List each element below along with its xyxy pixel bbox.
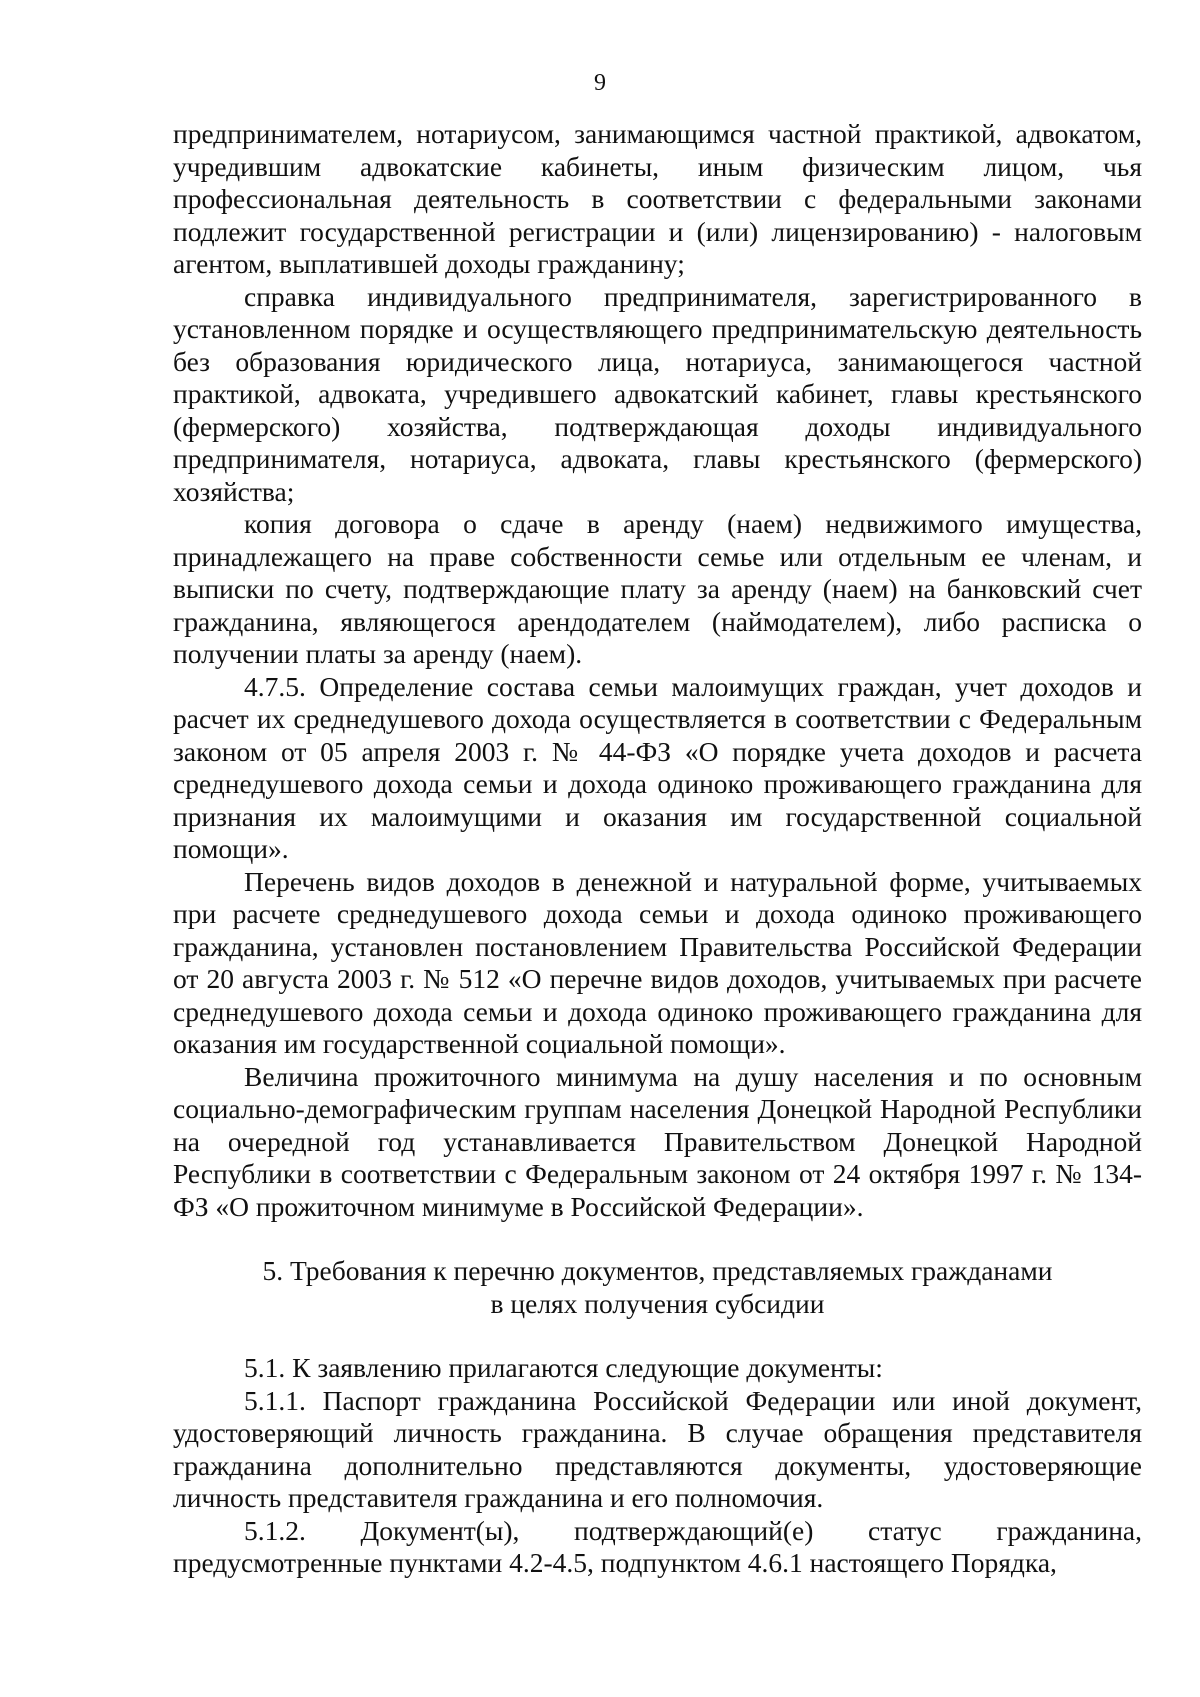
paragraph-p9: 5.1.2. Документ(ы), подтверждающий(е) статус гражданина, предусмотренные пунктами 4.2-4.5, подпунктом 4.6.1 настоящего Порядка, (173, 1514, 1142, 1578)
paragraph-p3: копия договора о сдаче в аренду (наем) недвижимого имущества, принадлежащего на праве собственности семье или отдельным ее членам, и выписки по счету, подтверждающие плату за аренду (наем) на банковский счет гражданина, являющегося арендодателем (наймодателем), либо расписка о получении платы за аренду (наем). (173, 508, 1142, 669)
section-heading-line1: 5. Требования к перечню документов, представляемых гражданами (262, 1255, 1053, 1286)
page-number: 9 (594, 70, 606, 96)
section-heading (173, 1255, 1142, 1320)
paragraph-p4: 4.7.5. Определение состава семьи малоимущих граждан, учет доходов и расчет их среднедушевого дохода осуществляется в соответствии с Федеральным законом от 05 апреля 2003 г. № 44-ФЗ «О порядке учета доходов и расчета среднедушевого дохода семьи и дохода одиноко проживающего гражданина для признания их малоимущими и оказания им государственной социальной помощи». (173, 670, 1142, 864)
document-body (173, 118, 1142, 1580)
section-heading-line2: в целях получения субсидии (490, 1287, 825, 1319)
paragraph-p1: предпринимателем, нотариусом, занимающимся частной практикой, адвокатом, учредившим адвокатские кабинеты, иным физическим лицом, чья профессиональная деятельность в соответствии с федеральными законами подлежит государственной регистрации и (или) лицензированию) - налоговым агентом, выплатившей доходы гражданину; (173, 118, 1142, 279)
paragraph-p8: 5.1.1. Паспорт гражданина Российской Федерации или иной документ, удостоверяющий личность гражданина. В случае обращения представителя гражданина дополнительно представляются документы, удостоверяющие личность представителя гражданина и его полномочия. (173, 1384, 1142, 1513)
paragraph-p2: справка индивидуального предпринимателя, зарегистрированного в установленном порядке и осуществляющего предпринимательскую деятельность без образования юридического лица, нотариуса, занимающегося частной практикой, адвоката, учредившего адвокатский кабинет, главы крестьянского (фермерского) хозяйства, подтверждающая доходы индивидуального предпринимателя, нотариуса, адвоката, главы крестьянского (фермерского) хозяйства; (173, 280, 1142, 507)
paragraph-p6: Величина прожиточного минимума на душу населения и по основным социально-демографическим группам населения Донецкой Народной Республики на очередной год устанавливается Правительством Донецкой Народной Республики в соответствии с Федеральным законом от 24 октября 1997 г. № 134-ФЗ «О прожиточном минимуме в Российской Федерации». (173, 1060, 1142, 1222)
paragraph-p7: 5.1. К заявлению прилагаются следующие документы: (244, 1352, 883, 1383)
paragraph-p5: Перечень видов доходов в денежной и натуральной форме, учитываемых при расчете среднедушевого дохода семьи и дохода одиноко проживающего гражданина, установлен постановлением Правительства Российской Федерации от 20 августа 2003 г. № 512 «О перечне видов доходов, учитываемых при расчете среднедушевого дохода семьи и дохода одиноко проживающего гражданина для оказания им государственной социальной помощи». (173, 865, 1142, 1059)
